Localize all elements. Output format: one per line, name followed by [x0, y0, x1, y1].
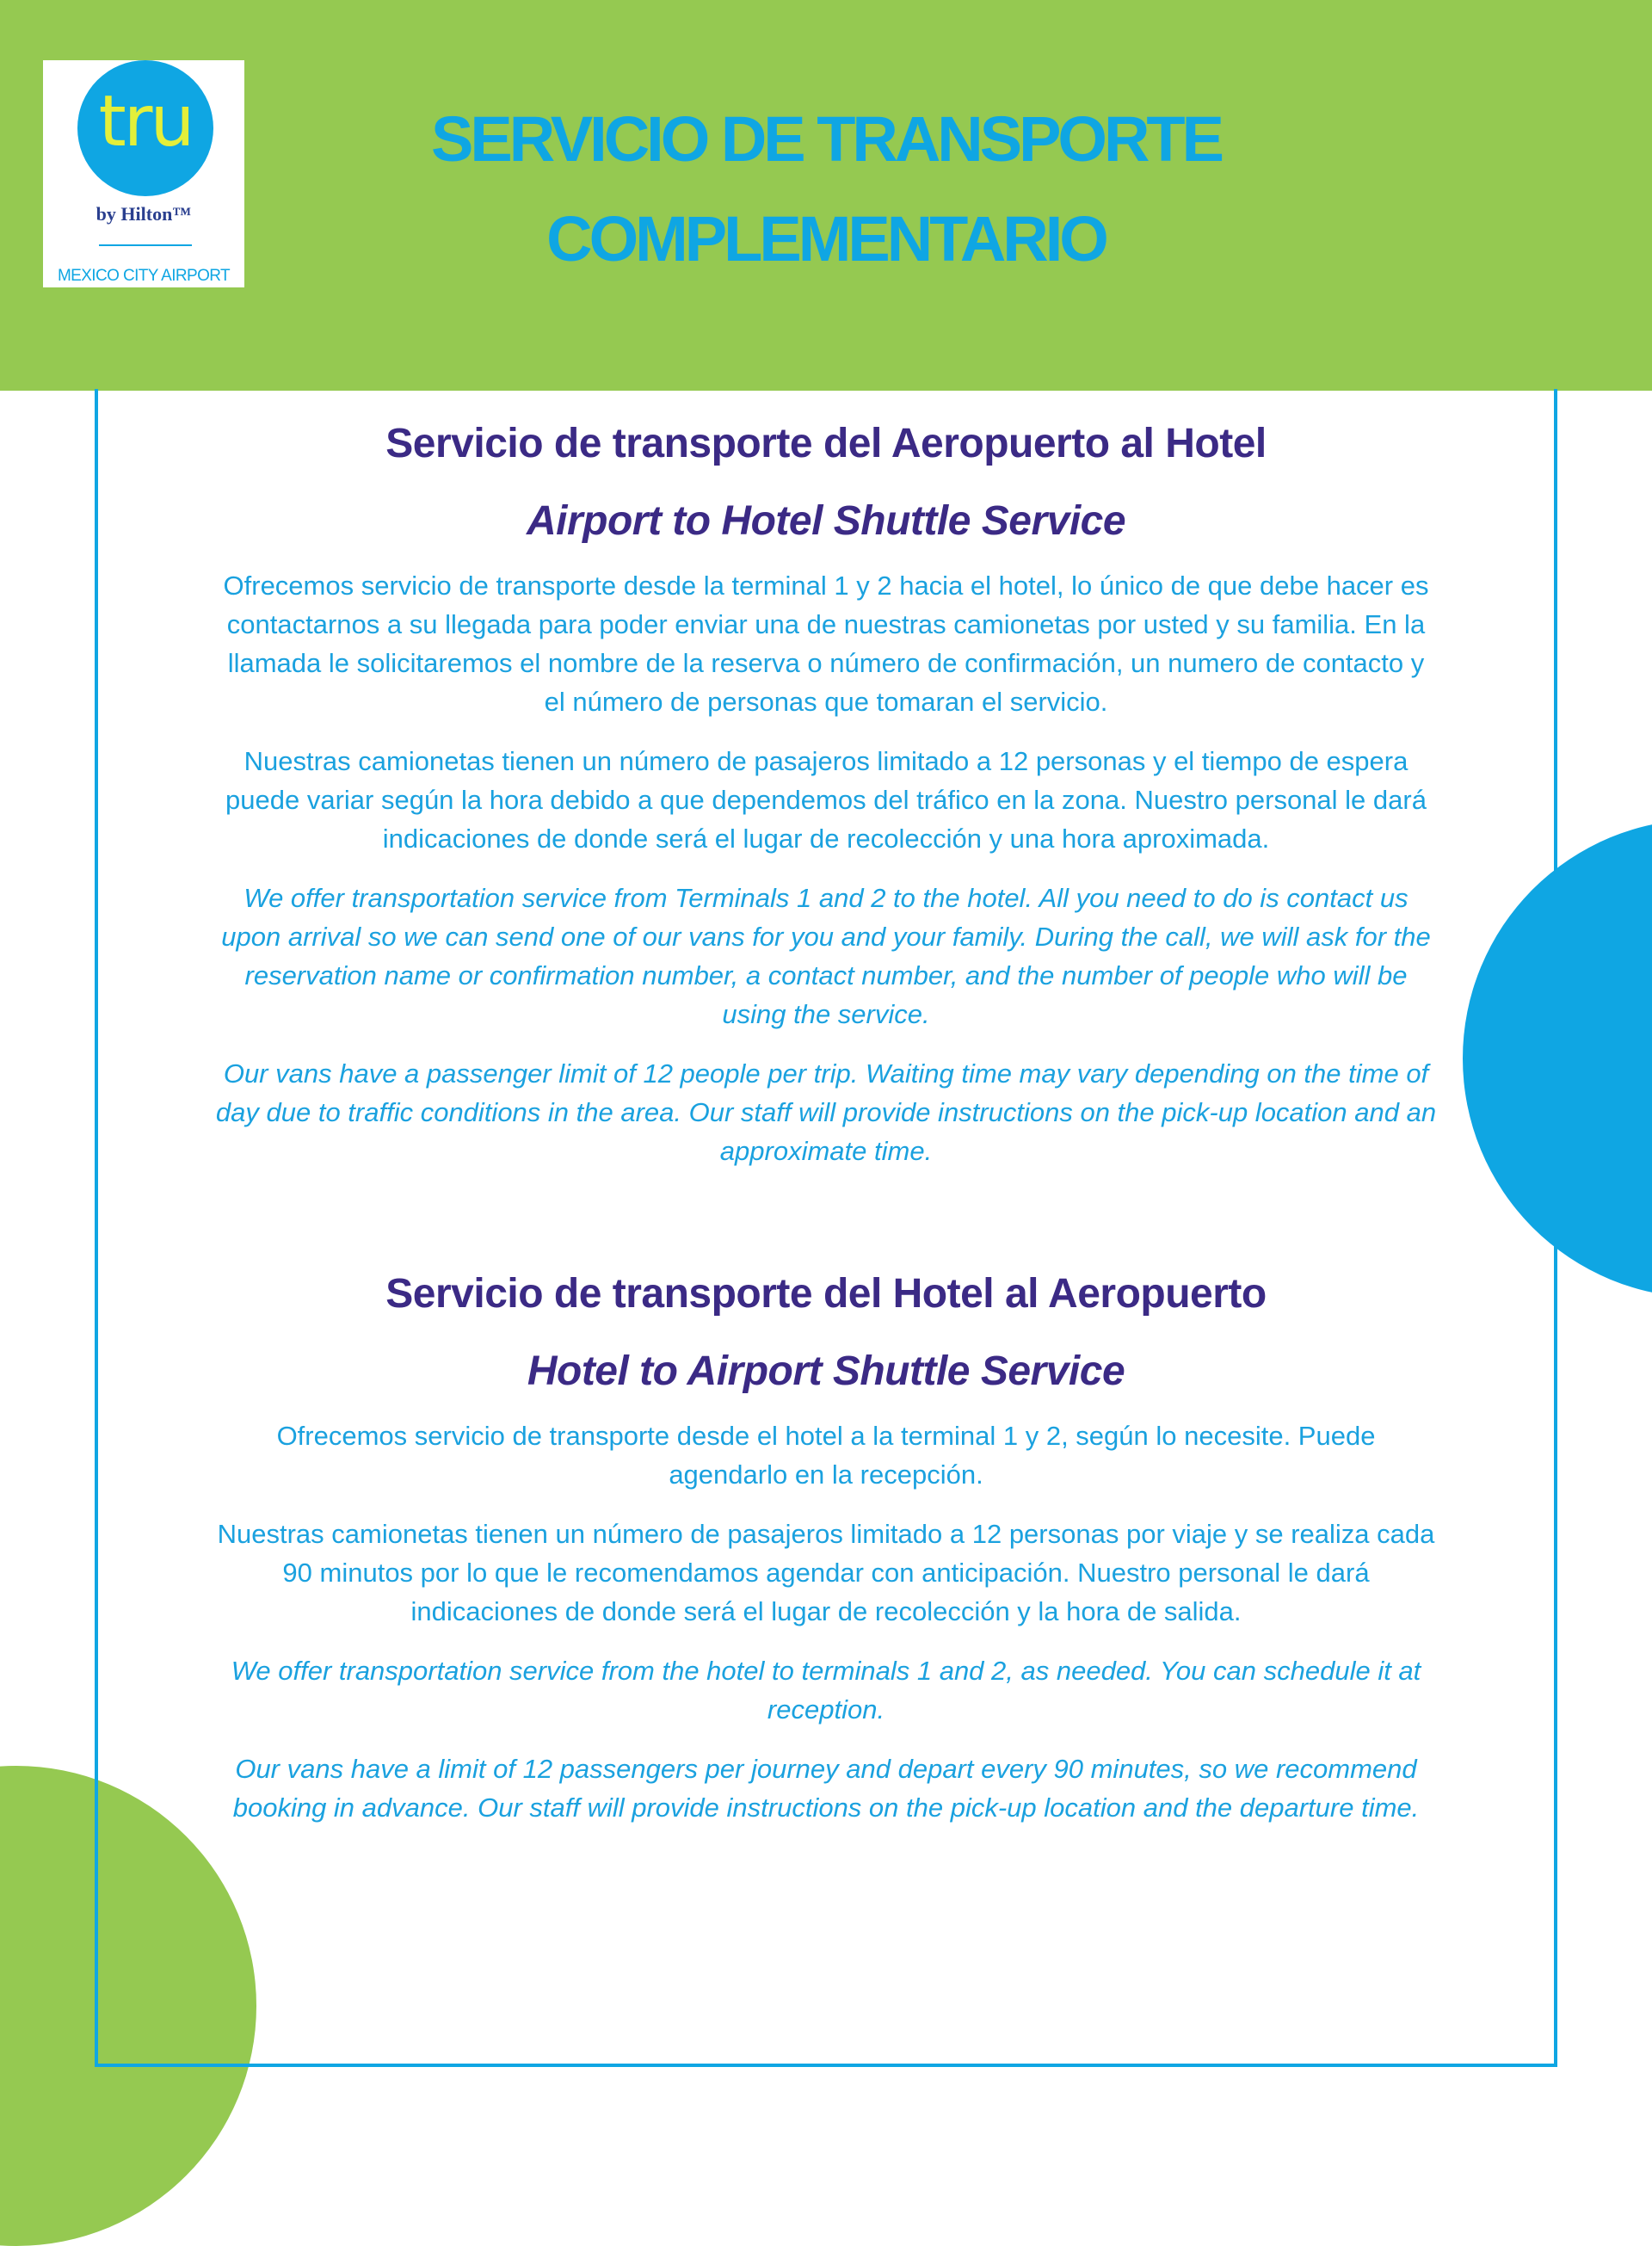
logo-brand: tru [98, 81, 193, 163]
section-title-es: Servicio de transporte del Hotel al Aeropuerto [385, 1271, 1267, 1317]
paragraph-es: Ofrecemos servicio de transporte desde la terminal 1 y 2 hacia el hotel, lo único de que debe hacer es contactarnos a su llegada para poder enviar una de nuestras camionetas por usted y su familia. En la llamada le solicitaremos el nombre de la reserva o número de confirmación, un numero de contacto y el número de personas que tomaran el servicio. [223, 571, 1429, 717]
section-title-en: Airport to Hotel Shuttle Service [526, 498, 1126, 544]
paragraph-en: Our vans have a passenger limit of 12 people per trip. Waiting time may vary depending on the time of day due to traffic conditions in the area. Our staff will provide instructions on the pick-up location and an approximate time. [215, 1058, 1437, 1166]
paragraph-en: Our vans have a limit of 12 passengers per journey and depart every 90 minutes, so we recommend booking in advance. Our staff will provide instructions on the pick-up location and the departure time. [232, 1754, 1420, 1823]
logo-divider [99, 244, 192, 246]
section-hotel-to-airport [215, 1263, 1437, 1848]
tru-by-hilton-logo [43, 60, 244, 287]
page-title [310, 89, 1342, 289]
section-title-es: Servicio de transporte del Aeropuerto al Hotel [385, 421, 1267, 466]
logo-by-hilton: by Hilton™ [96, 203, 192, 225]
page-title-line-1: SERVICIO DE TRANSPORTE [430, 103, 1221, 175]
header-band [0, 0, 1652, 391]
paragraph-en: We offer transportation service from Terminals 1 and 2 to the hotel. All you need to do is contact us upon arrival so we can send one of our vans for you and your family. During the call, we will ask for the reservation name or confirmation number, a contact number, and the number of people who will be using the service. [221, 883, 1431, 1029]
paragraph-es: Nuestras camionetas tienen un número de pasajeros limitado a 12 personas por viaje y se realiza cada 90 minutos por lo que le recomendamos agendar con anticipación. Nuestro personal le dará indicaciones de donde será el lugar de recolección y la hora de salida. [217, 1519, 1435, 1626]
logo-location: MEXICO CITY AIRPORT [57, 267, 231, 285]
paragraph-es: Ofrecemos servicio de transporte desde el hotel a la terminal 1 y 2, según lo necesite. Puede agendarlo en la recepción. [276, 1421, 1376, 1490]
paragraph-en: We offer transportation service from the hotel to terminals 1 and 2, as needed. You can schedule it at reception. [231, 1656, 1421, 1725]
paragraph-es: Nuestras camionetas tienen un número de pasajeros limitado a 12 personas y el tiempo de espera puede variar según la hora debido a que dependemos del tráfico en la zona. Nuestro personal le dará indicaciones de donde será el lugar de recolección y una hora aproximada. [225, 746, 1427, 854]
section-title-en: Hotel to Airport Shuttle Service [527, 1348, 1125, 1394]
logo-circle [77, 60, 213, 196]
page-title-line-2: COMPLEMENTARIO [546, 203, 1106, 275]
section-airport-to-hotel [215, 413, 1437, 1191]
